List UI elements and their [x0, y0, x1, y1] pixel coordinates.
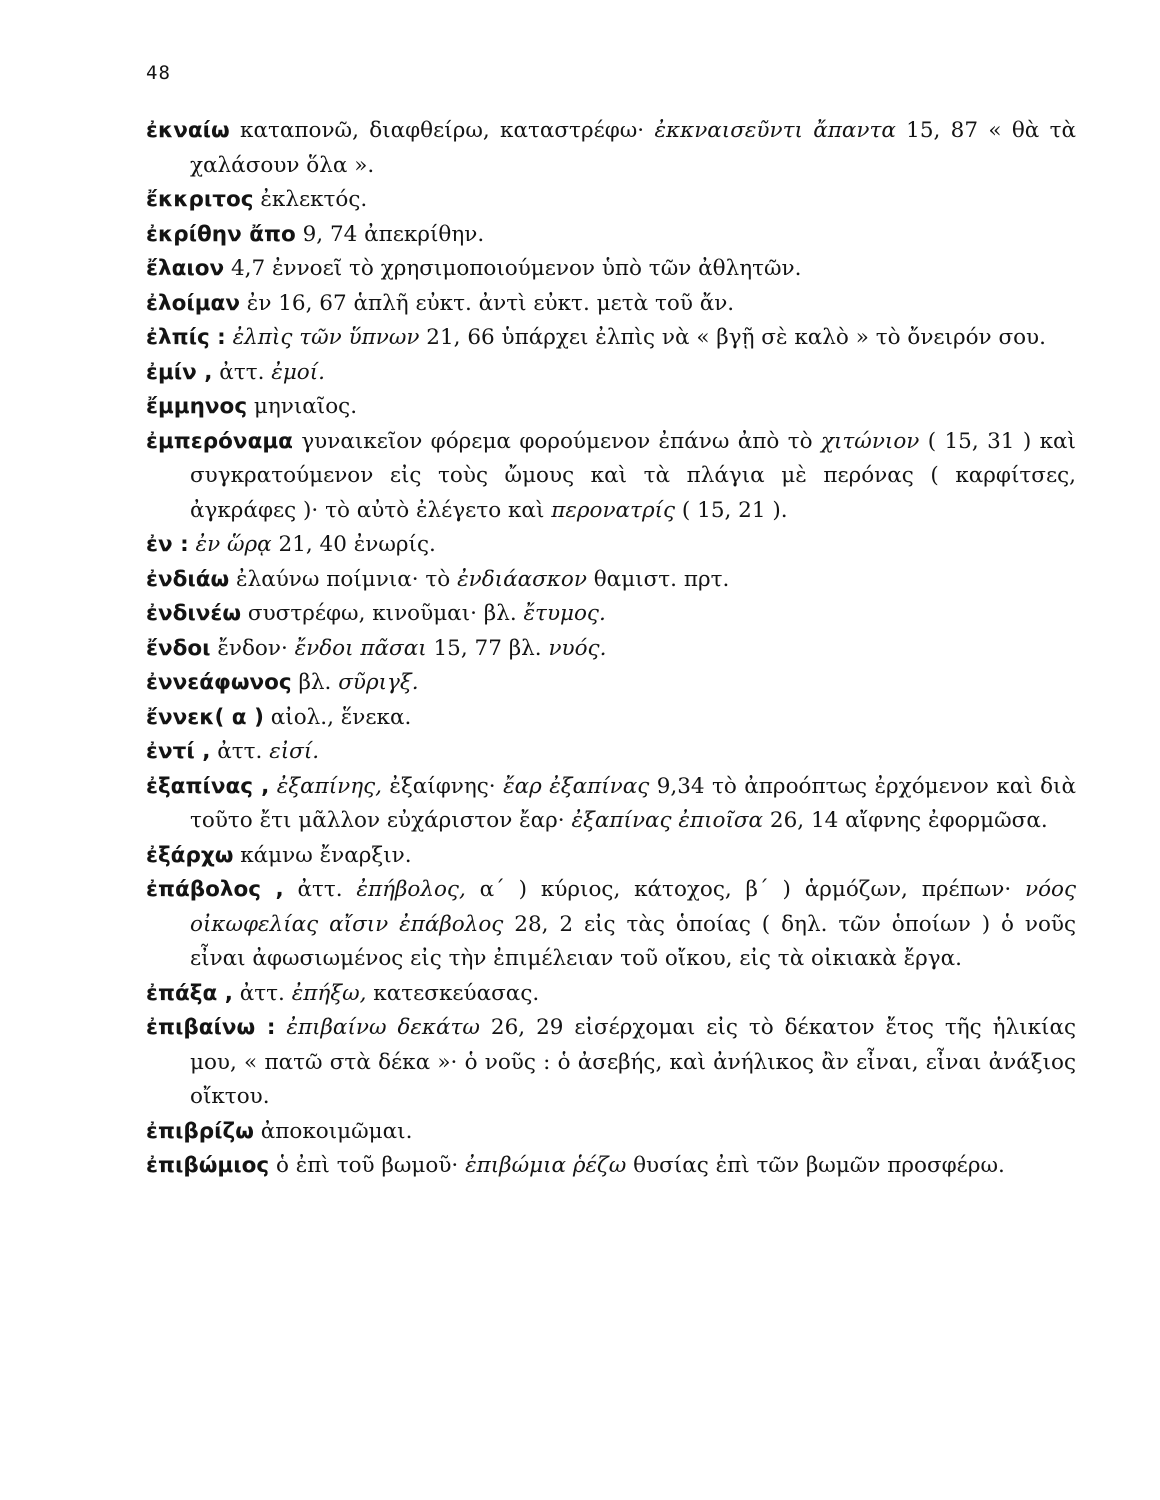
entry-definition: ἐν 16, 67 ἁπλῆ εὐκτ. ἀντὶ εὐκτ. μετὰ τοῦ ἄν. — [239, 290, 735, 316]
dictionary-entry — [146, 1011, 1076, 1115]
entry-definition: θυσίας ἐπὶ τῶν βωμῶν προσφέρω. — [626, 1153, 1005, 1178]
entry-headword: ἐνδιάω — [146, 566, 230, 592]
dictionary-entry — [146, 425, 1076, 529]
entry-headword: ἐμίν , — [146, 359, 213, 385]
entry-citation: ἐπήξω, — [291, 980, 367, 1006]
entry-definition: 28, 2 εἰς τὰς ὁποίας ( δηλ. τῶν ὁποίων ) ὁ νοῦς εἶναι ἀφωσιωμένος εἰς τὴν ἐπιμέλειαν τοῦ οἴκου, εἰς τὰ οἰκιακὰ ἔργα. — [190, 911, 1076, 971]
entry-citation: ἐκκναισεῦντι ἄπαντα — [654, 118, 896, 143]
dictionary-entry — [146, 1149, 1076, 1184]
dictionary-entry — [146, 252, 1076, 287]
entry-definition: ἐξαίφνης· — [381, 773, 504, 799]
entry-citation: ἐλπὶς τῶν ὕπνων — [232, 325, 420, 350]
entry-citation: νόος οἰκωφελίας αἴσιν ἐπάβολος — [190, 877, 1076, 937]
dictionary-entry — [146, 977, 1076, 1012]
entry-definition — [189, 532, 196, 557]
entry-citation: ἐνδιάασκον — [457, 566, 587, 592]
entry-headword: ἔμμηνος — [146, 394, 248, 419]
entry-definition: ἔνδον· — [210, 635, 295, 661]
entry-definition: μηνιαῖος. — [247, 394, 358, 419]
entry-definition: γυναικεῖον φόρεμα φορούμενον ἐπάνω ἀπὸ τὸ — [292, 428, 821, 454]
entry-headword: ἔννεκ( α ) — [146, 704, 264, 730]
entry-definition: 26, 29 εἰσέρχομαι εἰς τὸ δέκατον ἔτος τῆς ἡλικίας μου, « πατῶ στὰ δέκα »· ὁ νοῦς : ὁ ἀσεβής, καὶ ἀνήλικος ἂν εἶναι, εἶναι ἀνάξιος οἴκτου. — [190, 1015, 1077, 1109]
entry-headword: ἐν : — [146, 532, 189, 557]
entry-definition: ὁ ἐπὶ τοῦ βωμοῦ· — [269, 1153, 466, 1178]
entry-citation: ἔνδοι πᾶσαι — [294, 635, 427, 661]
entry-headword: ἐνδινέω — [146, 601, 242, 626]
entry-definition — [275, 1015, 286, 1040]
entry-headword: ἐπιβρίζω — [146, 1118, 254, 1144]
entry-headword: ἐκναίω — [146, 118, 230, 143]
entry-definition: ἐλαύνω ποίμνια· τὸ — [229, 566, 458, 592]
entry-definition: ἀττ. — [210, 739, 270, 764]
entry-definition: βλ. — [291, 670, 339, 695]
entry-definition: 21, 40 ἐνωρίς. — [271, 532, 436, 557]
entry-headword: ἐπάξα , — [146, 980, 233, 1006]
entry-citation: ἐξαπίνας ἐπιοῖσα — [571, 808, 764, 833]
dictionary-entry — [146, 770, 1076, 839]
entry-citation: ἔτυμος. — [523, 601, 606, 626]
entry-definition: κατεσκεύασας. — [366, 980, 540, 1006]
entry-headword: ἐννεάφωνος — [146, 670, 292, 695]
entry-definition: 9,34 τὸ ἀπροόπτως ἐρχόμενον καὶ διὰ τοῦτο ἔτι μᾶλλον εὐχάριστον ἔαρ· — [190, 773, 1076, 833]
entry-definition: 21, 66 ὑπάρχει ἐλπὶς νὰ « βγῇ σὲ καλὸ » τὸ ὄνειρόν σου. — [419, 325, 1046, 350]
entry-citation: ἔαρ ἐξαπίνας — [503, 773, 650, 799]
entry-definition: ἀττ. — [212, 359, 272, 385]
entry-definition: ἀττ. — [283, 877, 357, 902]
entry-headword: ἔνδοι — [146, 635, 211, 661]
dictionary-entry — [146, 1115, 1076, 1150]
entry-headword: ἐλπίς : — [146, 325, 226, 350]
entry-headword: ἔλαιον — [146, 256, 225, 281]
entry-definition: ( 15, 31 ) καὶ συγκρατούμενον εἰς τοὺς ὤμους καὶ τὰ πλάγια μὲ περόνας ( καρφίτσες, ἀγκράφες )· τὸ αὐτὸ ἐλέγετο καὶ — [190, 428, 1076, 523]
entry-definition: αἰολ., ἕνεκα. — [263, 704, 412, 730]
dictionary-entry — [146, 701, 1076, 736]
entry-definition — [226, 325, 233, 350]
dictionary-entry — [146, 321, 1076, 356]
entry-definition: ἀποκοιμῶμαι. — [253, 1118, 413, 1144]
entry-citation: ἐπιβαίνω δεκάτω — [286, 1015, 480, 1040]
entry-definition: ( 15, 21 ). — [675, 497, 788, 523]
entry-definition: 15, 87 « θὰ τὰ χαλάσουν ὅλα ». — [190, 118, 1077, 178]
dictionary-entry — [146, 597, 1076, 632]
entry-citation: σῦριγξ. — [338, 670, 419, 695]
entry-headword: ἐντί , — [146, 739, 211, 764]
dictionary-entry — [146, 218, 1076, 253]
entry-headword: ἐπάβολος , — [146, 877, 284, 902]
entry-citation: ἐν ὥρᾳ — [195, 532, 272, 557]
dictionary-entry — [146, 873, 1076, 977]
entry-definition: 15, 77 βλ. — [426, 635, 549, 661]
entry-headword: ἐπιβαίνω : — [146, 1015, 276, 1040]
entry-headword: ἐκρίθην ἄπο — [146, 221, 296, 247]
entry-definition: α΄ ) κύριος, κάτοχος, β΄ ) ἁρμόζων, πρέπων· — [465, 877, 1025, 902]
entry-definition: 26, 14 αἴφνης ἐφορμῶσα. — [763, 808, 1048, 833]
entry-citation: ἐμοί. — [271, 359, 325, 385]
entry-citation: ἐπιβώμια ῥέζω — [465, 1153, 627, 1178]
dictionary-entry — [146, 390, 1076, 425]
entry-citation: εἰσί. — [269, 739, 320, 764]
entry-citation: νυός. — [548, 635, 607, 661]
dictionary-entry — [146, 114, 1076, 183]
entry-headword: ἐξάρχω — [146, 842, 234, 868]
entry-definition: θαμιστ. πρτ. — [586, 566, 730, 592]
page-number: 48 — [146, 62, 171, 84]
dictionary-entry — [146, 287, 1076, 322]
dictionary-entry — [146, 735, 1076, 770]
dictionary-entry — [146, 356, 1076, 391]
dictionary-entries — [146, 114, 1076, 1184]
entry-headword: ἐλοίμαν — [146, 290, 240, 316]
entry-headword: ἐπιβώμιος — [146, 1153, 270, 1178]
entry-definition: 4,7 ἐννοεῖ τὸ χρησιμοποιούμενον ὑπὸ τῶν ἀθλητῶν. — [224, 256, 802, 281]
entry-definition: ἐκλεκτός. — [253, 187, 368, 212]
dictionary-entry — [146, 563, 1076, 598]
entry-citation: χιτώνιον — [820, 428, 920, 454]
entry-citation: περονατρίς — [551, 497, 676, 523]
entry-citation: ἐξαπίνης, — [276, 773, 382, 799]
dictionary-entry — [146, 666, 1076, 701]
entry-definition: συστρέφω, κινοῦμαι· βλ. — [241, 601, 524, 626]
entry-citation: ἐπήβολος, — [356, 877, 466, 902]
entry-definition: κάμνω ἔναρξιν. — [233, 842, 412, 868]
dictionary-entry — [146, 528, 1076, 563]
dictionary-entry — [146, 183, 1076, 218]
entry-definition: 9, 74 ἀπεκρίθην. — [295, 221, 485, 247]
dictionary-entry — [146, 839, 1076, 874]
entry-definition: ἀττ. — [232, 980, 292, 1006]
entry-headword: ἐμπερόναμα — [146, 428, 293, 454]
entry-definition: καταπονῶ, διαφθείρω, καταστρέφω· — [229, 118, 655, 143]
dictionary-entry — [146, 632, 1076, 667]
entry-headword: ἐξαπίνας , — [146, 773, 270, 799]
entry-headword: ἔκκριτος — [146, 187, 254, 212]
entry-definition — [269, 774, 276, 799]
